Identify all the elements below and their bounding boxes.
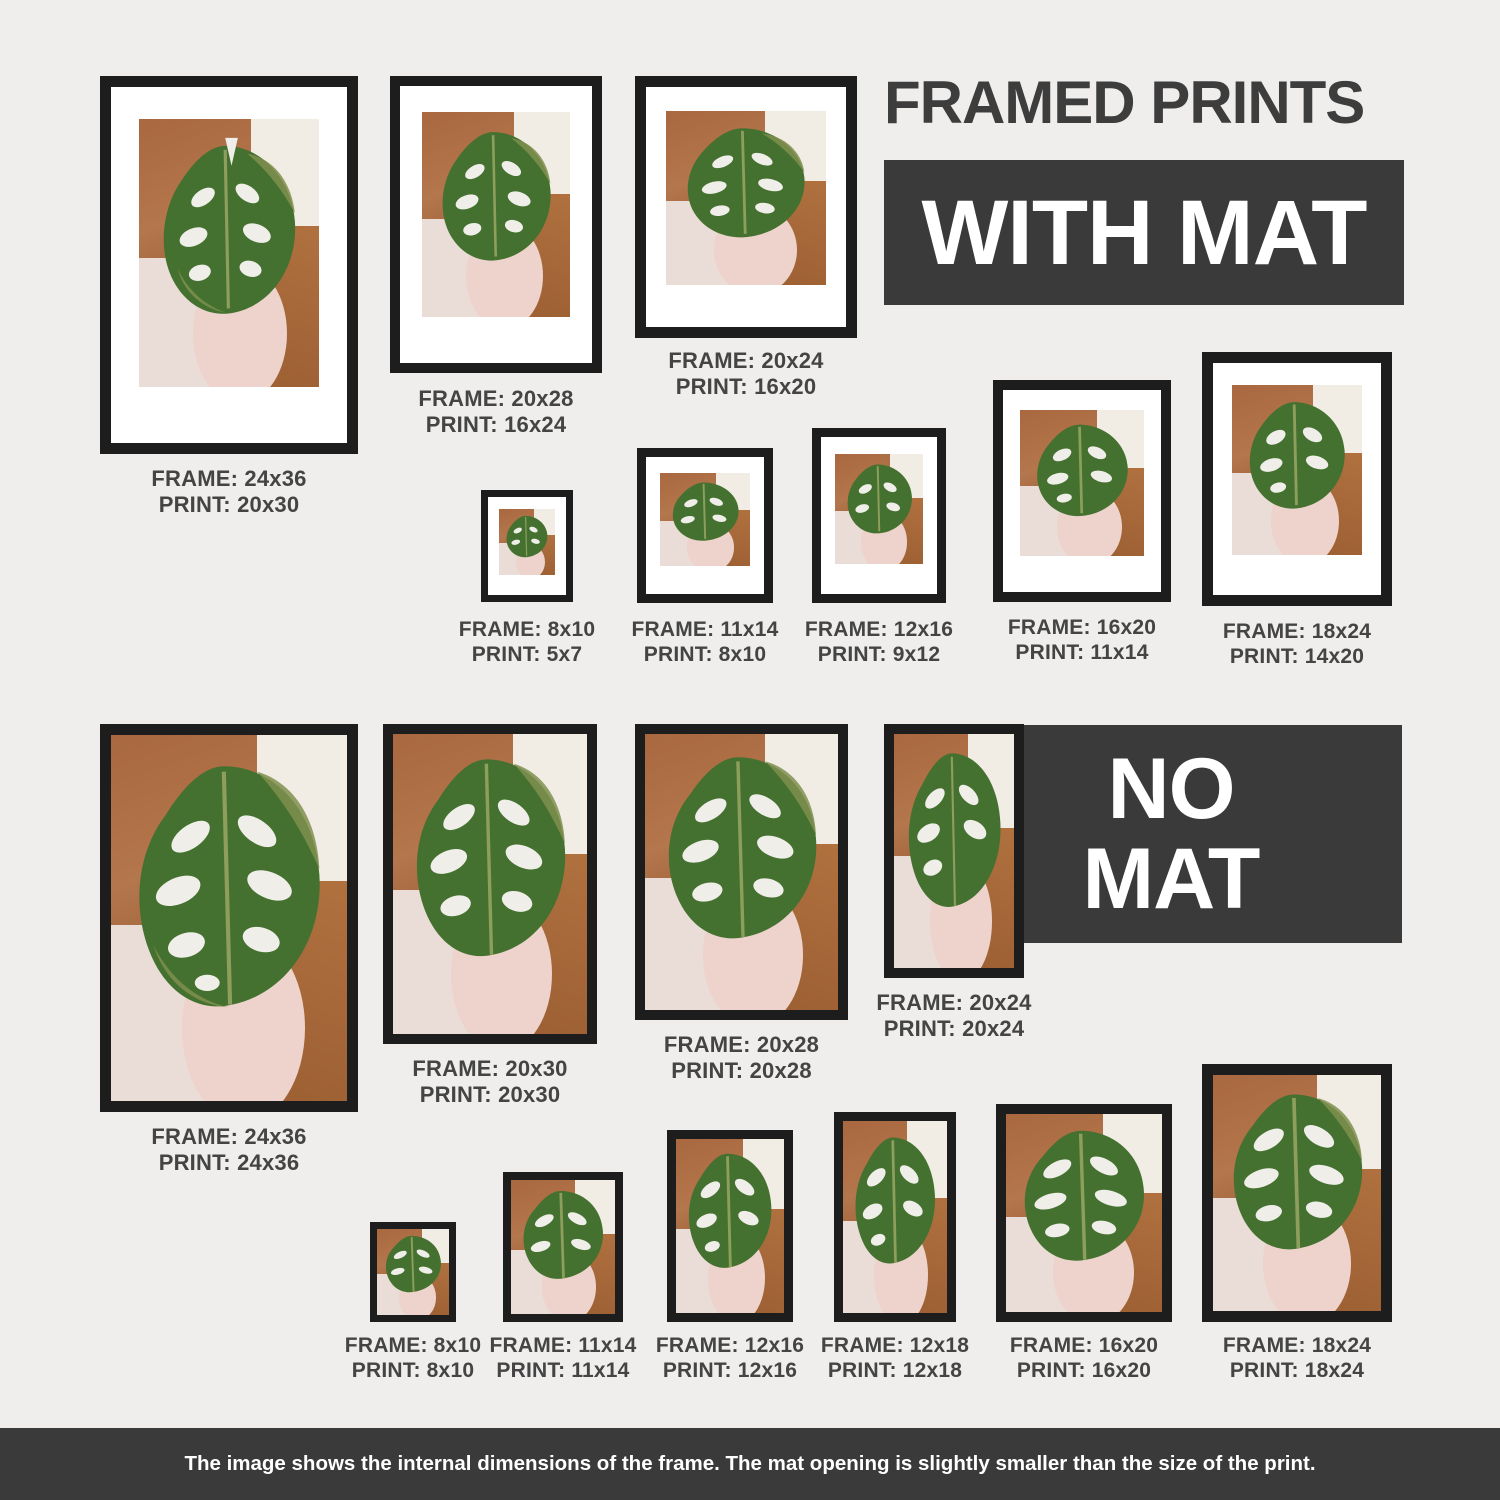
frame-border [635, 724, 848, 1020]
frame-unit-with-mat-8x10[interactable] [458, 490, 596, 666]
artwork [645, 734, 838, 1010]
caption-frame-size: FRAME: 11x14 [631, 618, 779, 641]
caption-frame-size: FRAME: 18x24 [1222, 620, 1372, 643]
frame-unit-with-mat-20x28[interactable] [390, 76, 602, 437]
frame-border [481, 490, 573, 602]
frame-unit-no-mat-12x16[interactable] [655, 1130, 805, 1382]
caption-print-size: PRINT: 9x12 [817, 642, 941, 666]
caption-print-size: PRINT: 8x10 [351, 1358, 475, 1382]
mat [111, 87, 347, 443]
frame-border [834, 1112, 956, 1322]
monstera-leaf-icon [146, 130, 304, 328]
artwork [843, 1121, 947, 1313]
caption-no-mat-8x10 [345, 1334, 481, 1384]
artwork [1213, 1075, 1381, 1311]
caption-frame-size: FRAME: 8x10 [458, 618, 596, 641]
caption-print-size: PRINT: 24x36 [158, 1149, 300, 1175]
artwork [1020, 410, 1144, 556]
caption-no-mat-12x16 [656, 1334, 804, 1384]
banner-no-mat-line1: NO [1107, 741, 1235, 837]
caption-with-mat-11x14 [631, 618, 778, 668]
artwork [139, 119, 319, 387]
footer-note-text: The image shows the internal dimensions of the frame. The mat opening is slightly smaller than the size of the print. [184, 1452, 1316, 1475]
artwork [660, 473, 750, 566]
mat [400, 86, 592, 363]
caption-print-size: PRINT: 20x30 [419, 1081, 561, 1107]
monstera-leaf-icon [401, 746, 572, 968]
caption-frame-size: FRAME: 12x18 [820, 1334, 970, 1357]
frame-unit-no-mat-11x14[interactable] [489, 1172, 637, 1382]
frame-border [503, 1172, 623, 1322]
artwork [422, 112, 570, 317]
monstera-leaf-icon [653, 745, 823, 949]
frame-border [370, 1222, 456, 1322]
monstera-leaf-icon [664, 477, 743, 546]
frame-border [383, 724, 597, 1044]
caption-print-size: PRINT: 20x30 [158, 491, 300, 517]
monstera-leaf-icon [847, 1129, 939, 1271]
heading-framed-prints [884, 68, 1364, 137]
frame-border [996, 1104, 1172, 1322]
caption-print-size: PRINT: 12x18 [827, 1358, 963, 1382]
artwork [894, 734, 1014, 968]
monstera-leaf-icon [672, 118, 813, 247]
caption-frame-size: FRAME: 20x28 [418, 386, 574, 411]
mat [1003, 390, 1161, 592]
caption-frame-size: FRAME: 12x16 [804, 618, 954, 641]
mat [646, 87, 846, 327]
frame-border [1202, 1064, 1392, 1322]
artwork [666, 111, 826, 285]
caption-frame-size: FRAME: 16x20 [1007, 616, 1157, 639]
frame-unit-no-mat-20x30[interactable] [383, 724, 597, 1107]
caption-print-size: PRINT: 5x7 [471, 642, 583, 666]
caption-frame-size: FRAME: 20x30 [412, 1056, 568, 1081]
monstera-leaf-icon [380, 1232, 443, 1296]
frame-border [100, 76, 358, 454]
artwork [835, 454, 923, 564]
caption-frame-size: FRAME: 8x10 [344, 1334, 482, 1357]
mat [488, 497, 566, 595]
monstera-leaf-icon [1220, 1084, 1368, 1259]
mat [821, 437, 937, 594]
caption-no-mat-18x24 [1223, 1334, 1371, 1384]
caption-with-mat-12x16 [805, 618, 953, 668]
caption-no-mat-24x36 [151, 1124, 306, 1176]
frame-unit-no-mat-16x20[interactable] [996, 1104, 1172, 1382]
artwork [1006, 1114, 1162, 1312]
frame-border [100, 724, 358, 1112]
caption-frame-size: FRAME: 20x24 [668, 348, 824, 373]
caption-no-mat-16x20 [1010, 1334, 1158, 1384]
caption-print-size: PRINT: 14x20 [1229, 644, 1365, 668]
caption-frame-size: FRAME: 18x24 [1222, 1334, 1372, 1357]
frame-border [812, 428, 946, 603]
caption-print-size: PRINT: 20x28 [671, 1057, 812, 1083]
caption-frame-size: FRAME: 24x36 [151, 1124, 307, 1149]
caption-print-size: PRINT: 20x24 [883, 1015, 1025, 1041]
frame-border [390, 76, 602, 373]
caption-print-size: PRINT: 12x16 [662, 1358, 798, 1382]
caption-frame-size: FRAME: 20x24 [876, 990, 1032, 1015]
monstera-leaf-icon [680, 1146, 775, 1275]
artwork [111, 735, 347, 1101]
caption-print-size: PRINT: 16x20 [675, 373, 817, 399]
frame-border [1202, 352, 1392, 606]
caption-no-mat-20x28 [664, 1032, 819, 1084]
caption-print-size: PRINT: 16x24 [425, 411, 567, 437]
artwork [377, 1229, 449, 1315]
frame-border [993, 380, 1171, 602]
frame-unit-no-mat-24x36[interactable] [100, 724, 358, 1175]
frame-unit-no-mat-20x24[interactable] [876, 724, 1032, 1041]
monstera-leaf-icon [899, 743, 1005, 916]
frame-unit-no-mat-20x28[interactable] [635, 724, 848, 1083]
caption-no-mat-12x18 [821, 1334, 969, 1384]
frame-unit-no-mat-12x18[interactable] [820, 1112, 970, 1382]
frame-unit-no-mat-8x10[interactable] [344, 1222, 482, 1382]
caption-no-mat-20x24 [876, 990, 1031, 1042]
caption-frame-size: FRAME: 20x28 [663, 1032, 820, 1057]
caption-print-size: PRINT: 8x10 [643, 642, 767, 666]
caption-with-mat-24x36 [151, 466, 306, 518]
caption-with-mat-18x24 [1223, 620, 1371, 670]
frame-unit-with-mat-11x14[interactable] [631, 448, 779, 666]
frame-border [667, 1130, 793, 1322]
caption-with-mat-20x24 [668, 348, 823, 400]
frame-unit-with-mat-12x16[interactable] [804, 428, 954, 666]
frame-border [635, 76, 857, 338]
artwork [393, 734, 587, 1034]
mat [1213, 363, 1381, 595]
frame-unit-with-mat-16x20[interactable] [993, 380, 1171, 664]
caption-print-size: PRINT: 18x24 [1229, 1358, 1365, 1382]
banner-with-mat-text: WITH MAT [921, 181, 1367, 284]
frame-unit-no-mat-18x24[interactable] [1202, 1064, 1392, 1382]
monstera-leaf-icon [1012, 1122, 1149, 1269]
monstera-leaf-icon [120, 750, 328, 1021]
caption-print-size: PRINT: 11x14 [496, 1358, 630, 1382]
caption-frame-size: FRAME: 16x20 [1009, 1334, 1159, 1357]
caption-print-size: PRINT: 11x14 [1015, 640, 1149, 664]
mat [646, 457, 764, 594]
frame-unit-with-mat-20x24[interactable] [635, 76, 857, 399]
caption-frame-size: FRAME: 11x14 [489, 1334, 637, 1357]
monstera-leaf-icon [1237, 392, 1351, 518]
caption-frame-size: FRAME: 12x16 [655, 1334, 805, 1357]
caption-no-mat-20x30 [412, 1056, 567, 1108]
banner-no-mat-line2: MAT [1082, 831, 1260, 927]
frame-border [637, 448, 773, 603]
monstera-leaf-icon [515, 1185, 607, 1284]
artwork [676, 1139, 784, 1313]
monstera-leaf-icon [428, 120, 558, 272]
monstera-leaf-icon [501, 512, 550, 561]
monstera-leaf-icon [839, 458, 916, 539]
monstera-leaf-icon [1025, 416, 1134, 524]
artwork [511, 1180, 615, 1314]
caption-no-mat-11x14 [489, 1334, 636, 1384]
caption-with-mat-8x10 [459, 618, 595, 668]
frame-unit-with-mat-18x24[interactable] [1202, 352, 1392, 668]
caption-frame-size: FRAME: 24x36 [151, 466, 307, 491]
banner-with-mat [884, 160, 1404, 305]
heading-framed-prints-text: FRAMED PRINTS [884, 69, 1365, 136]
frame-unit-with-mat-24x36[interactable] [100, 76, 358, 517]
frame-border [884, 724, 1024, 978]
caption-with-mat-20x28 [418, 386, 573, 438]
caption-print-size: PRINT: 16x20 [1016, 1358, 1152, 1382]
artwork [499, 509, 555, 575]
caption-with-mat-16x20 [1008, 616, 1156, 666]
footer-note [0, 1428, 1500, 1500]
artwork [1232, 385, 1362, 555]
